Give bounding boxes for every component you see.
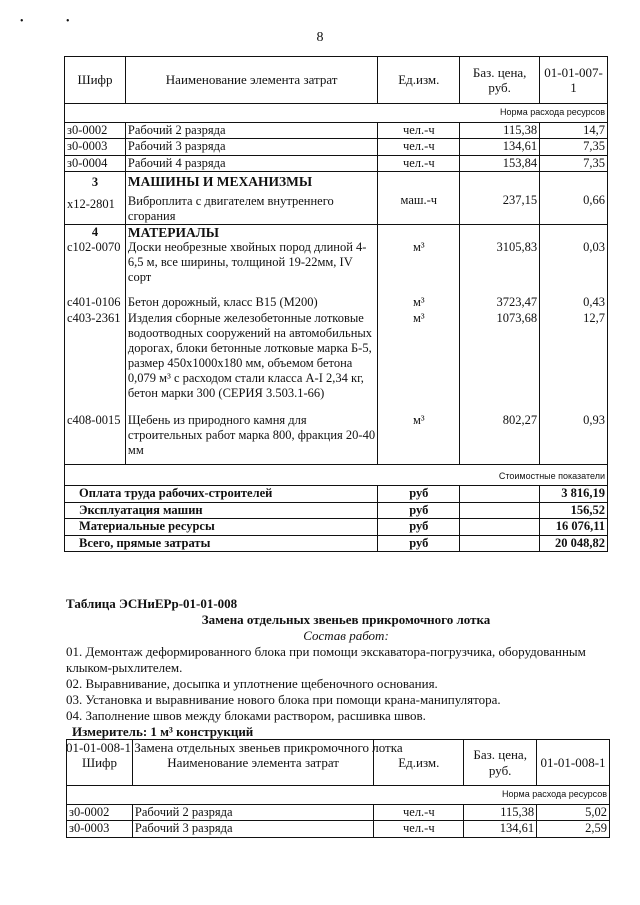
row-code: с102-0070	[65, 240, 126, 295]
total-row	[65, 519, 608, 536]
section-number: 4	[91, 224, 99, 239]
resource-table-2	[66, 739, 610, 838]
row-unit: м³	[378, 295, 460, 311]
row-price: 115,38	[460, 122, 540, 139]
section-machines	[65, 172, 608, 225]
row-qty: 12,7	[540, 311, 608, 413]
row-code: с401-0106	[65, 295, 126, 311]
total-row	[65, 535, 608, 552]
row-price: 3105,83	[460, 240, 540, 295]
work-item: 03. Установка и выравнивание нового блока при помощи крана-манипулятора.	[66, 692, 501, 707]
page-number: 8	[316, 30, 324, 45]
work-item: 04. Заполнение швов между блоками раствором, расшивка швов.	[66, 708, 426, 723]
row-price: 115,38	[464, 804, 537, 821]
header-unit: Ед.изм.	[374, 740, 464, 786]
row-qty: 5,02	[537, 804, 610, 821]
total-unit: руб	[378, 502, 460, 519]
row-price: 3723,47	[460, 295, 540, 311]
total-value: 3 816,19	[540, 486, 608, 503]
row-price: 153,84	[460, 155, 540, 172]
work-item: 01. Демонтаж деформированного блока при помощи экскаватора-погрузчика, оборудованным клыком-рыхлителем.	[66, 644, 586, 675]
table-row	[67, 821, 610, 838]
row-price: 134,61	[464, 821, 537, 838]
works-title: Состав работ:	[303, 628, 389, 643]
row-qty: 7,35	[540, 139, 608, 156]
row-code: з0-0002	[65, 122, 126, 139]
section-heading: Замена отдельных звеньев прикромочного лотка	[201, 612, 491, 627]
section-block	[66, 596, 626, 756]
row-name: Изделия сборные железобетонные лотковые водоотводных сооружений на автомобильных дорогах, блоки бетонные лотковые марка Б-5, размер 450х1000х180 мм, объемом бетона 0,079 м³ с расходом стали класса А-I 2,34 кг, бетон марки 300 (СЕРИЯ 3.503.1-66)	[125, 311, 377, 413]
section-number: 3	[91, 175, 99, 189]
row-qty: 0,43	[540, 295, 608, 311]
total-value: 16 076,11	[540, 519, 608, 536]
row-unit: чел.-ч	[374, 821, 464, 838]
table-title: Таблица ЭСНиЕРр-01-01-008	[66, 596, 238, 611]
row-code: з0-0002	[67, 804, 133, 821]
total-label: Эксплуатация машин	[65, 502, 378, 519]
row-unit: чел.-ч	[378, 155, 460, 172]
row-name: Виброплита с двигателем внутреннего сгорания	[127, 193, 334, 223]
total-row	[65, 502, 608, 519]
row-code: с403-2361	[65, 311, 126, 413]
header-name: Наименование элемента затрат	[125, 57, 377, 104]
header-price: Баз. цена, руб.	[460, 57, 540, 104]
total-row	[65, 486, 608, 503]
header-norm: 01-01-008-1	[537, 740, 610, 786]
section-title: МАШИНЫ И МЕХАНИЗМЫ	[127, 174, 313, 189]
table-row	[65, 240, 608, 295]
row-price: 237,15	[502, 193, 538, 207]
row-code: з0-0003	[67, 821, 133, 838]
work-item: 02. Выравнивание, досыпка и уплотнение щебеночного основания.	[66, 676, 438, 691]
row-qty: 0,93	[540, 413, 608, 465]
table-row	[65, 413, 608, 465]
row-qty: 14,7	[540, 122, 608, 139]
row-unit: маш.-ч	[400, 193, 438, 207]
row-unit: чел.-ч	[378, 122, 460, 139]
total-unit: руб	[378, 535, 460, 552]
total-unit: руб	[378, 519, 460, 536]
subtitle: 01-01-008-1 Замена отдельных звеньев прикромочного лотка	[66, 740, 403, 755]
row-unit: чел.-ч	[378, 139, 460, 156]
row-code: з0-0004	[65, 155, 126, 172]
header-code: Шифр	[65, 57, 126, 104]
row-unit: м³	[378, 311, 460, 413]
header-price: Баз. цена, руб.	[464, 740, 537, 786]
cost-header: Стоимостные показатели	[65, 464, 608, 486]
header-code: Шифр	[67, 740, 133, 786]
row-price: 1073,68	[460, 311, 540, 413]
section-materials	[65, 224, 608, 240]
table-row	[65, 155, 608, 172]
row-qty: 7,35	[540, 155, 608, 172]
scan-dots: • •	[20, 16, 90, 27]
table-row	[65, 122, 608, 139]
header-name: Наименование элемента затрат	[132, 740, 373, 786]
total-value: 20 048,82	[540, 535, 608, 552]
section-title: МАТЕРИАЛЫ	[125, 224, 377, 240]
row-price: 134,61	[460, 139, 540, 156]
row-price: 802,27	[460, 413, 540, 465]
total-label: Всего, прямые затраты	[65, 535, 378, 552]
table-row	[65, 295, 608, 311]
header-unit: Ед.изм.	[378, 57, 460, 104]
row-name: Щебень из природного камня для строительных работ марка 800, фракция 20-40 мм	[125, 413, 377, 465]
row-qty: 0,03	[540, 240, 608, 295]
table-row	[65, 139, 608, 156]
row-name: Доски необрезные хвойных пород длиной 4-6,5 м, все ширины, толщиной 19-22мм, IV сорт	[125, 240, 377, 295]
row-name: Рабочий 3 разряда	[132, 821, 373, 838]
table-row	[65, 311, 608, 413]
row-qty: 2,59	[537, 821, 610, 838]
row-unit: м³	[378, 413, 460, 465]
row-name: Рабочий 4 разряда	[125, 155, 377, 172]
row-name: Рабочий 2 разряда	[125, 122, 377, 139]
total-label: Материальные ресурсы	[65, 519, 378, 536]
row-code: х12-2801	[67, 196, 115, 211]
row-name: Рабочий 2 разряда	[132, 804, 373, 821]
subheader: Норма расхода ресурсов	[67, 786, 610, 805]
total-label: Оплата труда рабочих-строителей	[65, 486, 378, 503]
measure: Измеритель: 1 м³ конструкций	[72, 724, 254, 739]
header-norm: 01-01-007-1	[540, 57, 608, 104]
total-value: 156,52	[540, 502, 608, 519]
subheader: Норма расхода ресурсов	[65, 104, 608, 123]
row-code: з0-0003	[65, 139, 126, 156]
row-code: с408-0015	[65, 413, 126, 465]
resource-table-1	[64, 56, 608, 552]
table-row	[67, 804, 610, 821]
row-unit: м³	[378, 240, 460, 295]
row-name: Бетон дорожный, класс В15 (М200)	[125, 295, 377, 311]
row-qty: 0,66	[583, 193, 605, 207]
total-unit: руб	[378, 486, 460, 503]
row-unit: чел.-ч	[374, 804, 464, 821]
row-name: Рабочий 3 разряда	[125, 139, 377, 156]
